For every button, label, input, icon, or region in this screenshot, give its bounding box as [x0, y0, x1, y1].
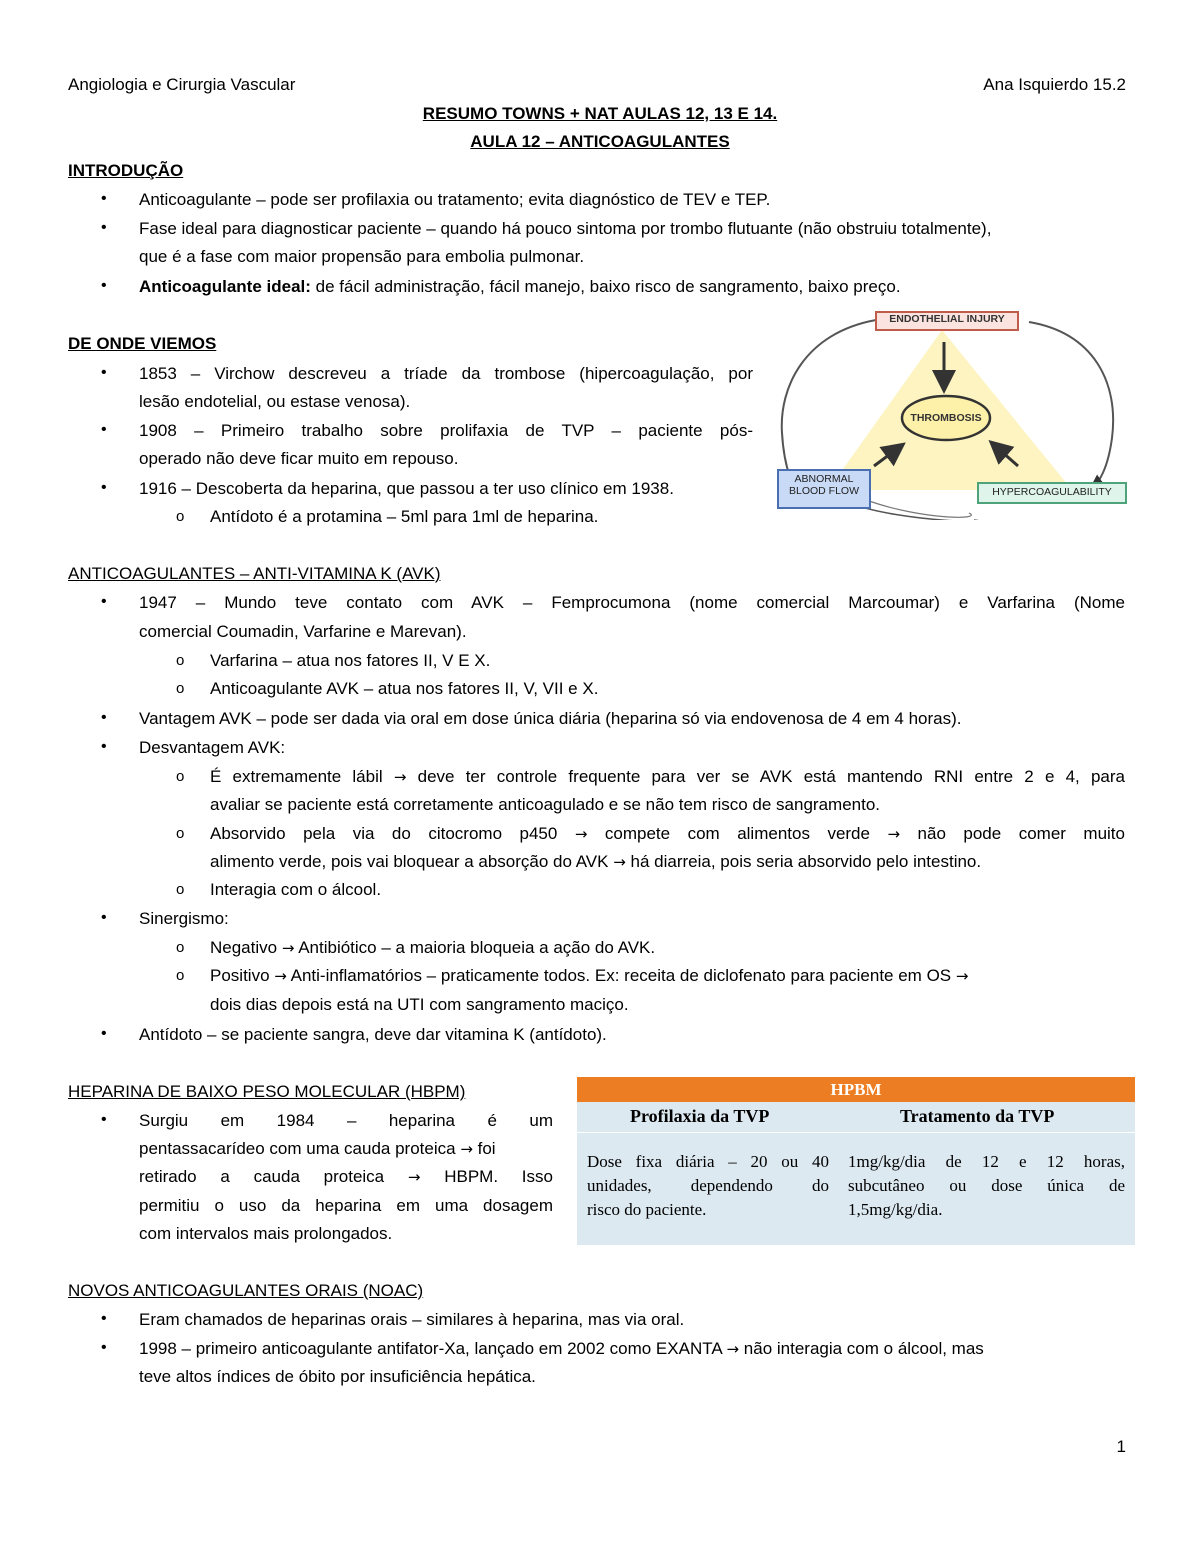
text-part: 1998 – primeiro anticoagulante antifator-Xa, lançado em 2002 como EXANTA	[139, 1339, 727, 1358]
section-heading-intro: INTRODUÇÃO	[68, 161, 184, 180]
avk-item: 1947 – Mundo teve contato com AVK – Femprocumona (nome comercial Marcoumar) e Varfarina (Nome	[139, 593, 1125, 612]
bullet-icon: •	[101, 738, 107, 755]
arrow-icon: →	[955, 967, 969, 985]
arrow-icon: →	[574, 825, 588, 843]
noac-item: Eram chamados de heparinas orais – similares à heparina, mas via oral.	[139, 1310, 685, 1329]
avk-item: Vantagem AVK – pode ser dada via oral em dose única diária (heparina só via endovenosa de 4 em 4 horas).	[139, 709, 962, 728]
bullet-icon: •	[101, 709, 107, 726]
table-cell-profilaxia: Dose fixa diária – 20 ou 40	[587, 1152, 829, 1171]
history-item: 1908 – Primeiro trabalho sobre prolifaxia de TVP – paciente pós-	[139, 421, 753, 440]
section-heading-noac: NOVOS ANTICOAGULANTES ORAIS (NOAC)	[68, 1281, 424, 1300]
table-cell-tratamento: subcutâneo ou dose única de	[848, 1176, 1125, 1195]
table-cell-tratamento: 1,5mg/kg/dia.	[848, 1200, 943, 1219]
sub-bullet-icon: o	[176, 825, 185, 842]
triad-label-thrombosis: THROMBOSIS	[910, 412, 982, 424]
section-heading-hbpm: HEPARINA DE BAIXO PESO MOLECULAR (HBPM)	[68, 1082, 466, 1101]
text-part: Absorvido pela via do citocromo p450	[210, 824, 575, 843]
avk-subitem: Varfarina – atua nos fatores II, V E X.	[210, 651, 491, 670]
section-heading-history: DE ONDE VIEMOS	[68, 334, 217, 353]
text-part: compete com alimentos verde	[587, 824, 888, 843]
bullet-icon: •	[101, 364, 107, 381]
history-subitem: Antídoto é a protamina – 5ml para 1ml de heparina.	[210, 507, 599, 526]
sub-bullet-icon: o	[176, 680, 185, 697]
text-part: não pode comer muito	[900, 824, 1125, 843]
arrow-icon: →	[281, 939, 295, 957]
table-header-profilaxia: Profilaxia da TVP	[630, 1106, 770, 1126]
hbpm-item: Surgiu em 1984 – heparina é um	[139, 1111, 553, 1130]
bullet-icon: •	[101, 1025, 107, 1042]
avk-subitem	[210, 767, 1125, 787]
text-part: foi	[472, 1139, 496, 1158]
sub-bullet-icon: o	[176, 652, 185, 669]
arrow-icon: →	[460, 1140, 473, 1158]
bullet-icon: •	[101, 909, 107, 926]
sub-bullet-icon: o	[176, 508, 185, 525]
intro-item-cont: que é a fase com maior propensão para embolia pulmonar.	[139, 247, 585, 266]
page-number: 1	[1116, 1437, 1126, 1456]
avk-subitem-cont	[210, 852, 981, 872]
sub-bullet-icon: o	[176, 768, 185, 785]
text-part: Negativo	[210, 938, 282, 957]
table-header-tratamento: Tratamento da TVP	[900, 1106, 1055, 1126]
bullet-icon: •	[101, 190, 107, 207]
text-part: deve ter controle frequente para ver se AVK está mantendo RNI entre 2 e 4, para	[406, 767, 1126, 786]
table-divider	[577, 1132, 1135, 1133]
sub-bullet-icon: o	[176, 939, 185, 956]
text-part: retirado a cauda proteica	[139, 1167, 408, 1186]
avk-subitem	[210, 966, 968, 986]
intro-item: Anticoagulante – pode ser profilaxia ou tratamento; evita diagnóstico de TEV e TEP.	[139, 190, 771, 209]
history-item: 1916 – Descoberta da heparina, que passou a ter uso clínico em 1938.	[139, 479, 674, 498]
avk-subitem	[210, 938, 655, 958]
table-cell-profilaxia: unidades, dependendo do	[587, 1176, 829, 1195]
text-part: Anti-inflamatórios – praticamente todos. Ex: receita de diclofenato para paciente em OS	[286, 966, 956, 985]
hbpm-item-cont	[139, 1167, 553, 1187]
intro-ideal-text: de fácil administração, fácil manejo, baixo risco de sangramento, baixo preço.	[310, 277, 901, 296]
text-part: HBPM. Isso	[420, 1167, 553, 1186]
noac-item-cont: teve altos índices de óbito por insuficiência hepática.	[139, 1367, 536, 1386]
header-right: Ana Isquierdo 15.2	[983, 75, 1126, 94]
history-item-cont: lesão endotelial, ou estase venosa).	[139, 392, 411, 411]
arrow-icon: →	[407, 1168, 421, 1186]
bullet-icon: •	[101, 1310, 107, 1327]
arrow-icon: →	[726, 1340, 740, 1358]
hbpm-item-cont: com intervalos mais prolongados.	[139, 1224, 393, 1243]
intro-ideal-label: Anticoagulante ideal:	[139, 277, 311, 296]
arrow-icon: →	[613, 853, 626, 871]
avk-item: Desvantagem AVK:	[139, 738, 286, 757]
avk-subitem: Interagia com o álcool.	[210, 880, 382, 899]
sub-bullet-icon: o	[176, 967, 185, 984]
avk-subitem: Anticoagulante AVK – atua nos fatores II, V, VII e X.	[210, 679, 599, 698]
triad-label-abnormal	[778, 473, 870, 497]
avk-subitem-cont: avaliar se paciente está corretamente anticoagulado e se não tem risco de sangramento.	[210, 795, 881, 814]
avk-item-cont: comercial Coumadin, Varfarine e Marevan).	[139, 622, 467, 641]
avk-subitem-cont: dois dias depois está na UTI com sangramento maciço.	[210, 995, 629, 1014]
triad-label-endothelial: ENDOTHELIAL INJURY	[889, 313, 1005, 325]
avk-item: Sinergismo:	[139, 909, 229, 928]
bullet-icon: •	[101, 593, 107, 610]
text-part: pentassacarídeo com uma cauda proteica	[139, 1139, 461, 1158]
hbpm-item-cont: permitiu o uso da heparina em uma dosagem	[139, 1196, 553, 1215]
table-cell-tratamento: 1mg/kg/dia de 12 e 12 horas,	[848, 1152, 1125, 1171]
triad-label-abnormal-l2: BLOOD FLOW	[788, 485, 859, 497]
bullet-icon: •	[101, 421, 107, 438]
avk-item: Antídoto – se paciente sangra, deve dar vitamina K (antídoto).	[139, 1025, 607, 1044]
sub-bullet-icon: o	[176, 881, 185, 898]
history-item: 1853 – Virchow descreveu a tríade da trombose (hipercoagulação, por	[139, 364, 753, 383]
triad-label-abnormal-l1: ABNORMAL	[794, 473, 854, 485]
section-heading-avk: ANTICOAGULANTES – ANTI-VITAMINA K (AVK)	[68, 564, 441, 583]
noac-item	[139, 1339, 984, 1359]
intro-item: Fase ideal para diagnosticar paciente – quando há pouco sintoma por trombo flutuante (não obstruiu totalmente),	[139, 219, 992, 238]
table-cell-profilaxia: risco do paciente.	[587, 1200, 707, 1219]
lesson-title: AULA 12 – ANTICOAGULANTES	[470, 132, 730, 151]
text-part: não interagia com o álcool, mas	[739, 1339, 984, 1358]
text-part: há diarreia, pois seria absorvido pelo intestino.	[625, 852, 982, 871]
arrow-icon: →	[274, 967, 287, 985]
bullet-icon: •	[101, 479, 107, 496]
bullet-icon: •	[101, 219, 107, 236]
text-part: Positivo	[210, 966, 275, 985]
hpbm-table-title: HPBM	[577, 1077, 1135, 1102]
history-item-cont: operado não deve ficar muito em repouso.	[139, 449, 459, 468]
bullet-icon: •	[101, 1339, 107, 1356]
text-part: É extremamente lábil	[210, 767, 394, 786]
arrow-icon: →	[887, 825, 901, 843]
bullet-icon: •	[101, 277, 107, 294]
arrow-icon: →	[393, 768, 407, 786]
bullet-icon: •	[101, 1111, 107, 1128]
avk-subitem	[210, 824, 1125, 844]
text-part: Antibiótico – a maioria bloqueia a ação do AVK.	[294, 938, 656, 957]
triad-label-hypercoag: HYPERCOAGULABILITY	[992, 486, 1112, 498]
header-left: Angiologia e Cirurgia Vascular	[68, 75, 296, 94]
hbpm-item-cont	[139, 1139, 496, 1159]
text-part: alimento verde, pois vai bloquear a absorção do AVK	[210, 852, 614, 871]
doc-title: RESUMO TOWNS + NAT AULAS 12, 13 E 14.	[422, 104, 778, 123]
intro-item	[139, 277, 901, 297]
